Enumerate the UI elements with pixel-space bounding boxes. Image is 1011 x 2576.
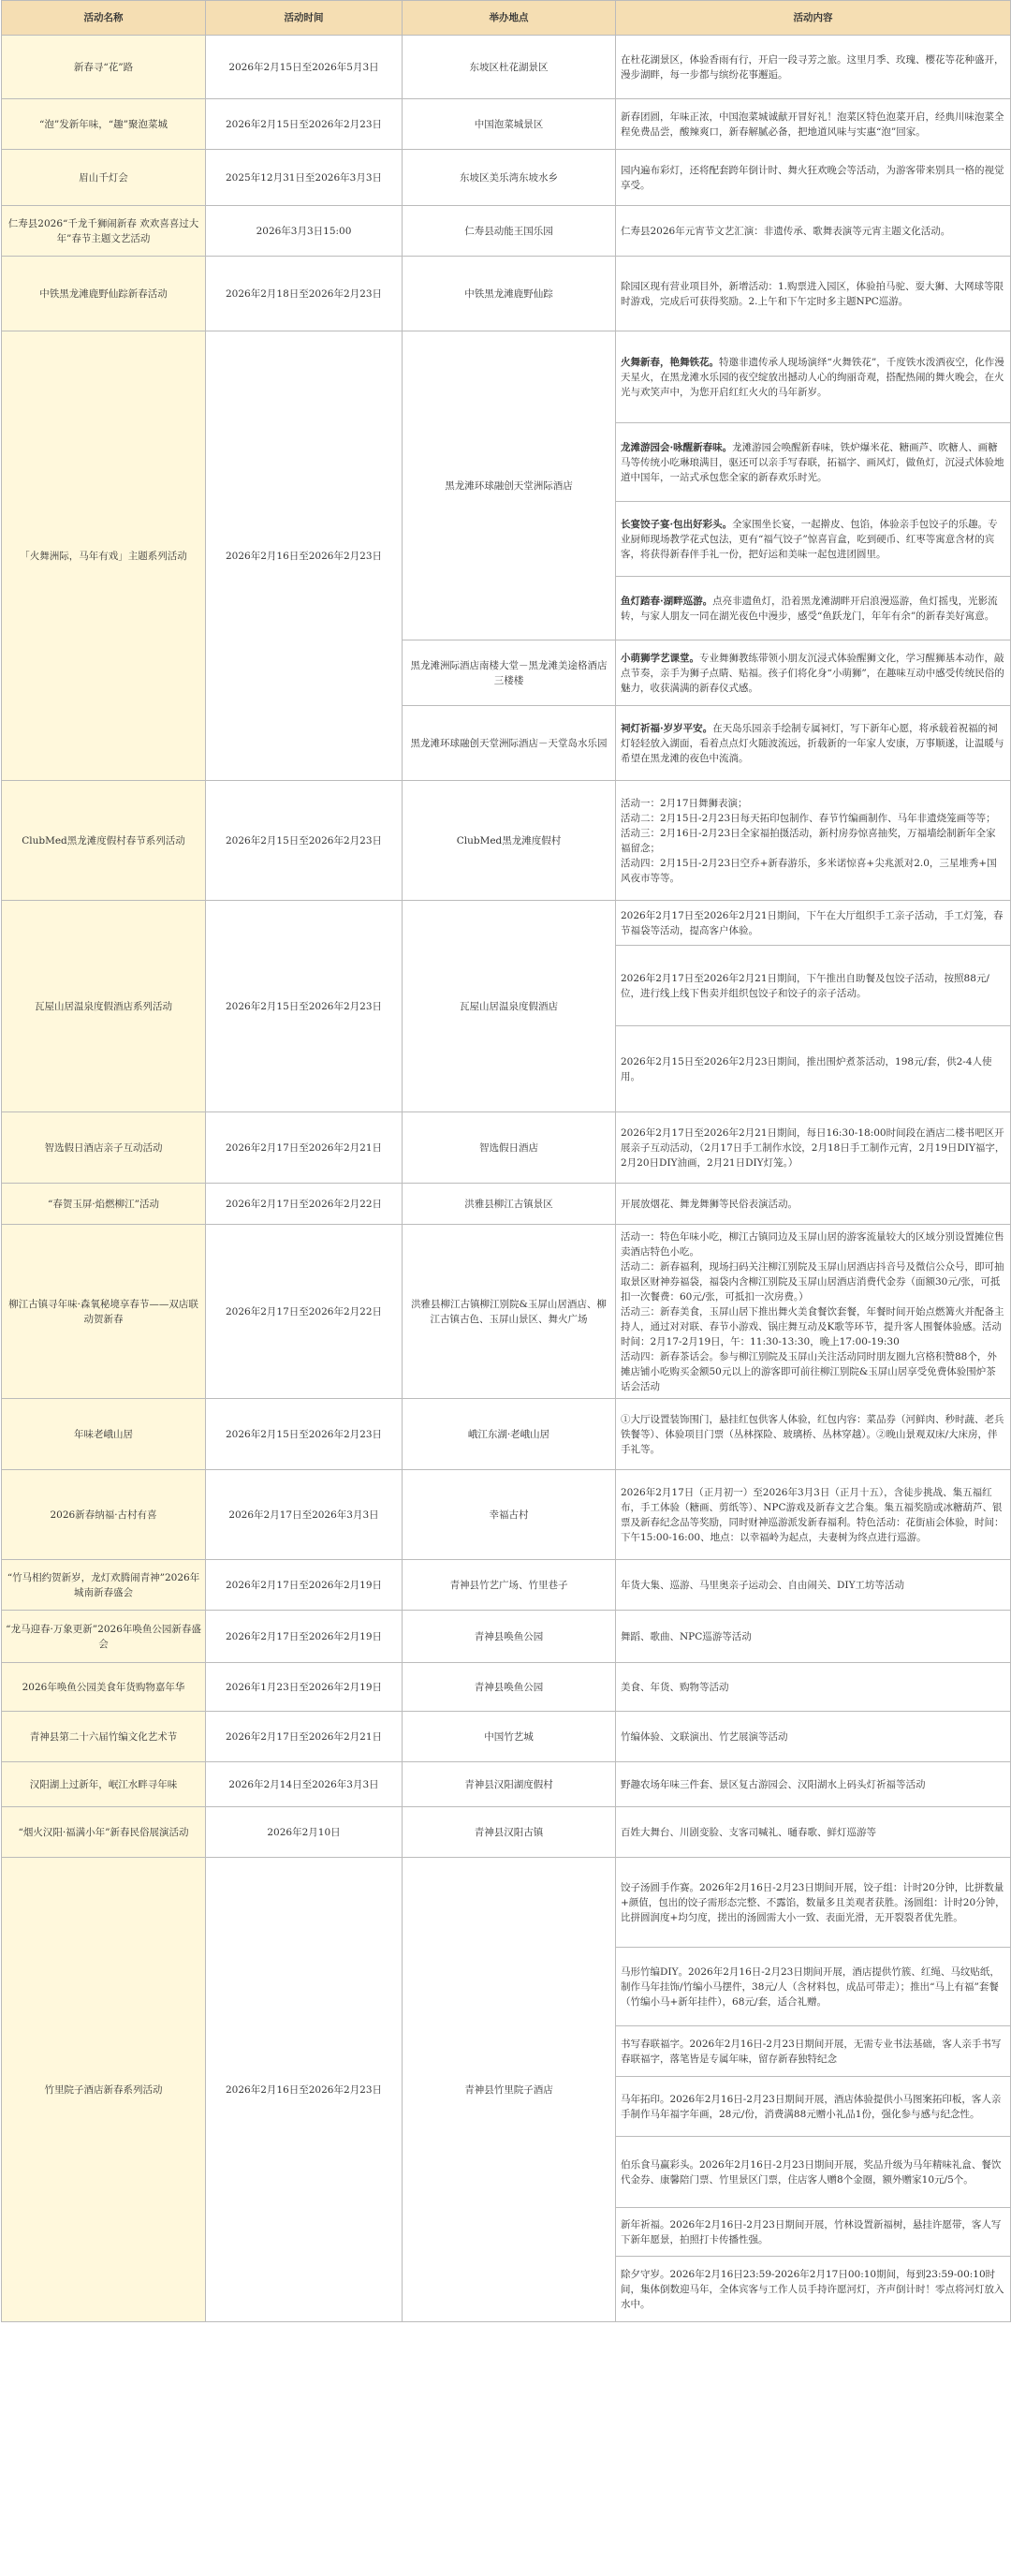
event-content: 在杜花湖景区，体验香雨有行，开启一段寻芳之旅。这里月季、玫瑰、樱花等花种盛开，漫步湖畔，每一步都与缤纷花事邂逅。 (616, 36, 1011, 99)
table-row (2, 1560, 1011, 1611)
event-time: 2026年2月15日至2026年5月3日 (206, 36, 403, 99)
event-content (616, 331, 1011, 423)
event-place: 中铁黑龙滩鹿野仙踪 (403, 257, 616, 331)
event-content: 除园区现有营业项目外，新增活动：1.购票进入园区，体验拍马驼、耍大狮、大网球等限时游戏，完成后可获得奖励。2.上午和下午定时多主题NPC巡游。 (616, 257, 1011, 331)
event-place: 瓦屋山居温泉度假酒店 (403, 901, 616, 1112)
event-place: 中国竹艺城 (403, 1712, 616, 1762)
event-content: ①大厅设置装饰围门，悬挂红包供客人体验，红包内容：菜品券（河鲜肉、秒时蔬、老兵铁餐等）、体验项目门票（丛林探险、玻璃桥、丛林穿越）。②晚山景观双床/大床房，伴手礼等。 (616, 1399, 1011, 1470)
event-name: ClubMed黑龙滩度假村春节系列活动 (2, 781, 206, 901)
event-time: 2026年2月17日至2026年2月22日 (206, 1184, 403, 1225)
event-content-title: 长宴饺子宴·包出好彩头。 (621, 518, 733, 530)
event-time: 2026年2月17日至2026年2月21日 (206, 1112, 403, 1184)
event-time: 2026年2月15日至2026年2月23日 (206, 901, 403, 1112)
table-row (2, 901, 1011, 946)
event-content: 百姓大舞台、川剧变脸、支客司喊礼、嗵春歌、鲜灯巡游等 (616, 1807, 1011, 1858)
table-row (2, 36, 1011, 99)
table-row (2, 1663, 1011, 1712)
event-place: 洪雅县柳江古镇柳江别院&玉屏山居酒店、柳江古镇古色、玉屏山景区、舞火广场 (403, 1225, 616, 1399)
table-row (2, 1807, 1011, 1858)
event-content: 开展放烟花、舞龙舞狮等民俗表演活动。 (616, 1184, 1011, 1225)
event-place: 中国泡菜城景区 (403, 99, 616, 150)
table-row (2, 1762, 1011, 1807)
event-content: 舞蹈、歌曲、NPC巡游等活动 (616, 1611, 1011, 1663)
event-content (616, 706, 1011, 781)
table-row (2, 150, 1011, 206)
event-name: 新春寻“花”路 (2, 36, 206, 99)
event-place: 青神县竹里院子酒店 (403, 1858, 616, 2322)
event-content-title: 鱼灯踏春·湖畔巡游。 (621, 595, 713, 607)
event-content-title: 小萌狮学艺课堂。 (621, 652, 699, 664)
event-time: 2025年12月31日至2026年3月3日 (206, 150, 403, 206)
table-row (2, 1112, 1011, 1184)
event-content: 活动一：特色年味小吃，柳江古镇同边及玉屏山居的游客流量较大的区域分别设置摊位售卖酒店特色小吃。 活动二：新春福利，现场扫码关注柳江别院及玉屏山居酒店抖音号及微信公众号，即可抽取景区财神券福袋，福袋内含柳江别院及玉屏山居酒店消费代金券（面额30元/张，可抵扣一次餐费：60元/张，可抵扣一次房费。） 活动三：新春美食，玉屏山居下推出舞火美食餐饮套餐，年餐时间开始点燃篝火并配备主持人，通过对对联、春节小游戏、锅庄舞互动及K歌等环节，提升客人围餐体验感。活动时间：2月17-2月19日，午：11:30-13:30，晚上17:00-19:30 活动四：新春茶话会。参与柳江别院及玉屏山关注活动同时朋友圈九宫格积赞88个，外摊店铺小吃购买金额50元以上的游客即可前往柳江别院&玉屏山居享受免费体验围炉茶话会活动 (616, 1225, 1011, 1399)
event-content-text: 龙滩游园会唤醒新春味，铁炉爆米花、糖画芦、吹糖人、画糖马等传统小吃琳琅满目，驱还可以亲手写春联，拓福字、画风灯，做鱼灯，沉浸式体验地道中国年，一站式承包您全家的新春欢乐时光。 (621, 441, 1004, 483)
events-table (1, 0, 1011, 2322)
event-content: 伯乐食马赢彩头。2026年2月16日-2月23日期间开展，奖品升级为马年精味礼盒、餐饮代金券、康馨陪门票、竹里景区门票，住店客人赠8个金圈，额外赠家10元/5个。 (616, 2137, 1011, 2208)
event-content: 美食、年货、购物等活动 (616, 1663, 1011, 1712)
table-row (2, 1399, 1011, 1470)
table-row (2, 257, 1011, 331)
event-place: 青神县汉阳湖度假村 (403, 1762, 616, 1807)
event-time: 2026年2月15日至2026年2月23日 (206, 781, 403, 901)
event-time: 2026年2月17日至2026年3月3日 (206, 1470, 403, 1560)
event-place: ClubMed黑龙滩度假村 (403, 781, 616, 901)
event-time: 2026年2月17日至2026年2月19日 (206, 1611, 403, 1663)
event-content: 2026年2月15日至2026年2月23日期间，推出围炉煮茶活动，198元/套，供2-4人使用。 (616, 1026, 1011, 1112)
event-content: 除夕守岁。2026年2月16日23:59-2026年2月17日00:10期间，每到23:59-00:10时间，集体倒数迎马年，全体宾客与工作人员手持许愿河灯，齐声倒计时！零点将河灯放入水中。 (616, 2257, 1011, 2322)
event-name: 中铁黑龙滩鹿野仙踪新春活动 (2, 257, 206, 331)
event-place: 幸福古村 (403, 1470, 616, 1560)
table-row (2, 1712, 1011, 1762)
table-row (2, 781, 1011, 901)
event-content-text: 专业舞狮教练带领小朋友沉浸式体验醒狮文化，学习醒狮基本动作，敲点节奏，亲手为狮子点睛、贴福。孩子们将化身“小萌狮”，在趣味互动中感受传统民俗的魅力，收获满满的新春仪式感。 (621, 652, 1004, 694)
event-name: 2026年唤鱼公园美食年货购物嘉年华 (2, 1663, 206, 1712)
event-time: 2026年2月15日至2026年2月23日 (206, 1399, 403, 1470)
event-time: 2026年2月10日 (206, 1807, 403, 1858)
event-content: 竹编体验、文联演出、竹艺展演等活动 (616, 1712, 1011, 1762)
event-time: 2026年2月15日至2026年2月23日 (206, 99, 403, 150)
event-name: 青神县第二十六届竹编文化艺术节 (2, 1712, 206, 1762)
table-row (2, 1611, 1011, 1663)
event-place: 东坡区美乐湾东坡水乡 (403, 150, 616, 206)
event-content: 书写春联福字。2026年2月16日-2月23日期间开展，无需专业书法基础，客人亲手书写春联福字，落笔皆是专属年味，留存新春独特纪念 (616, 2026, 1011, 2077)
event-content-title: 祠灯祈福·岁岁平安。 (621, 722, 713, 734)
event-content: 马形竹编DIY。2026年2月16日-2月23日期间开展，酒店提供竹簇、红绳、马纹贴纸，制作马年挂饰/竹编小马摆件，38元/人（含材料包，成品可带走）；推出“马上有福”套餐（竹编小马+新年挂件），68元/套，适合礼赠。 (616, 1948, 1011, 2026)
event-content (616, 502, 1011, 577)
event-content-title: 火舞新春，艳舞铁花。 (621, 356, 719, 368)
event-name: 汉阳湖上过新年，岷江水畔寻年味 (2, 1762, 206, 1807)
header-event-name: 活动名称 (2, 1, 206, 36)
event-content: 2026年2月17日至2026年2月21日期间，下午在大厅组织手工亲子活动，手工灯笼，春节福袋等活动，提高客户体验。 (616, 901, 1011, 946)
event-content-text: 全家围坐长宴，一起擀皮、包馅，体验亲手包饺子的乐趣。专业厨师现场教学花式包法，更有“福气饺子”惊喜盲盒，吃到硬币、红枣等寓意含材的宾客，将获得新春伴手礼一份，把好运和美味一起包进团圆里。 (621, 518, 998, 560)
table-row (2, 1225, 1011, 1399)
table-row (2, 1184, 1011, 1225)
event-place: 黑龙滩环球融创天堂洲际酒店－天堂岛水乐园 (403, 706, 616, 781)
event-place: 青神县唤鱼公园 (403, 1611, 616, 1663)
event-content-text: 特邀非遗传承人现场演绎“火舞铁花”，千度铁水泼洒夜空，化作漫天星火，在黑龙滩水乐园的夜空绽放出撼动人心的绚丽奇观，搭配热闹的舞火晚会，在火光与欢笑声中，为您开启红红火火的马年新岁。 (621, 356, 1004, 398)
event-content: 活动一：2月17日舞狮表演； 活动二：2月15日-2月23日每天拓印包制作、春节竹编画制作、马年非遗烧笼画等等； 活动三：2月16日-2月23日全家福拍摄活动，新村房券惊喜抽奖，万福墙绘制新年全家福留念； 活动四：2月15日-2月23日空乔+新春游乐，多米诺惊喜+尖兆派对2.0，三星堆秀+国风夜市等等。 (616, 781, 1011, 901)
event-name: 仁寿县2026“千龙千狮闹新春 欢欢喜喜过大年”春节主题文艺活动 (2, 206, 206, 257)
event-content: 园内遍布彩灯，还将配套跨年倒计时、舞火狂欢晚会等活动，为游客带来别具一格的视觉享受。 (616, 150, 1011, 206)
event-time: 2026年2月17日至2026年2月21日 (206, 1712, 403, 1762)
event-content: 饺子汤圆手作赛。2026年2月16日-2月23日期间开展，饺子组：计时20分钟，比拼数量+颜值，包出的饺子需形态完整、不露馅，数量多且美观者获胜。汤圆组：计时20分钟，比拼圆润度+均匀度，搓出的汤圆需大小一致、表面光滑，无开裂裂者优先胜。 (616, 1858, 1011, 1948)
event-time: 2026年2月17日至2026年2月19日 (206, 1560, 403, 1611)
event-place: 黑龙滩环球融创天堂洲际酒店 (403, 331, 616, 640)
event-place: 青神县唤鱼公园 (403, 1663, 616, 1712)
event-name: 柳江古镇寻年味·森氧秘境享春节——双店联动贺新春 (2, 1225, 206, 1399)
event-content: 2026年2月17日（正月初一）至2026年3月3日（正月十五），含徒步挑战、集五福红布，手工体验（糖画、剪纸等）、NPC游戏及新春文艺合集。集五福奖励或冰糖葫芦、银票及新春纪念品等奖励，同时财神巡游派发新春福利。特色活动：花街庙会体验，时间：下午15:00-16:00、地点：以幸福岭为起点，夫妻树为终点进行巡游。 (616, 1470, 1011, 1560)
event-name: 瓦屋山居温泉度假酒店系列活动 (2, 901, 206, 1112)
event-content: 2026年2月17日至2026年2月21日期间，下午推出自助餐及包饺子活动，按照88元/位，进行线上线下售卖并组织包饺子和饺子的亲子活动。 (616, 946, 1011, 1026)
event-content: 马年拓印。2026年2月16日-2月23日期间开展，酒店体验提供小马图案拓印板，客人亲手制作马年福字年画，28元/份，消费满88元赠小礼品1份，强化参与感与纪念性。 (616, 2077, 1011, 2137)
event-place: 峨江东湖·老峨山居 (403, 1399, 616, 1470)
event-content-text: 点亮非遗鱼灯，沿着黑龙滩湖畔开启浪漫巡游，鱼灯摇曳，光影流转，与家人朋友一同在湖光夜色中漫步，感受“鱼跃龙门，年年有余”的新春美好寓意。 (621, 595, 998, 622)
event-place: 青神县汉阳古镇 (403, 1807, 616, 1858)
event-time: 2026年1月23日至2026年2月19日 (206, 1663, 403, 1712)
event-name: 年味老峨山居 (2, 1399, 206, 1470)
event-time: 2026年2月17日至2026年2月22日 (206, 1225, 403, 1399)
event-name: “龙马迎春·万象更新”2026年唤鱼公园新春盛会 (2, 1611, 206, 1663)
event-content: 年货大集、巡游、马里奥亲子运动会、自由闹关、DIY工坊等活动 (616, 1560, 1011, 1611)
header-event-place: 举办地点 (403, 1, 616, 36)
event-content: 新年祈福。2026年2月16日-2月23日期间开展，竹林设置新福树，悬挂许愿带，客人写下新年愿景，拍照打卡传播性强。 (616, 2208, 1011, 2257)
header-event-content: 活动内容 (616, 1, 1011, 36)
event-time: 2026年2月16日至2026年2月23日 (206, 331, 403, 781)
table-row (2, 331, 1011, 423)
table-row (2, 1470, 1011, 1560)
event-name: “泡”发新年味，“趣”聚泡菜城 (2, 99, 206, 150)
event-place: 黑龙滩洲际酒店南楼大堂－黑龙滩美途格酒店三楼楼 (403, 640, 616, 706)
event-place: 洪雅县柳江古镇景区 (403, 1184, 616, 1225)
event-name: “烟火汉阳·福满小年”新春民俗展演活动 (2, 1807, 206, 1858)
event-place: 仁寿县动能王国乐园 (403, 206, 616, 257)
event-content: 新春团圆，年味正浓，中国泡菜城诚献开冒好礼！泡菜区特色泡菜开启，经典川味泡菜全程免费品尝，酸辣爽口，新春解腻必备，把地道风味与实惠“泡”回家。 (616, 99, 1011, 150)
event-time: 2026年2月18日至2026年2月23日 (206, 257, 403, 331)
event-time: 2026年2月16日至2026年2月23日 (206, 1858, 403, 2322)
event-time: 2026年2月14日至2026年3月3日 (206, 1762, 403, 1807)
event-name: 「火舞洲际，马年有戏」主题系列活动 (2, 331, 206, 781)
event-content: 野趣农场年味三件套、景区复古游园会、汉阳湖水上码头灯祈福等活动 (616, 1762, 1011, 1807)
event-content-text: 在天岛乐园亲手绘制专属祠灯，写下新年心愿，将承载着祝福的祠灯轻轻放入湖面，看着点点灯火随波流远，折载新的一年家人安康，万事顺遂，让温暖与希望在黑龙滩的夜色中流淌。 (621, 722, 1004, 764)
event-name: “竹马相约贺新岁，龙灯欢腾闹青神”2026年城南新春盛会 (2, 1560, 206, 1611)
table-row (2, 206, 1011, 257)
header-row (2, 1, 1011, 36)
table-row (2, 99, 1011, 150)
event-time: 2026年3月3日15:00 (206, 206, 403, 257)
event-place: 青神县竹艺广场、竹里巷子 (403, 1560, 616, 1611)
event-content (616, 577, 1011, 640)
event-content: 仁寿县2026年元宵节文艺汇演：非遗传承、歌舞表演等元宵主题文化活动。 (616, 206, 1011, 257)
event-place: 智选假日酒店 (403, 1112, 616, 1184)
event-name: “春贺玉屏·焰燃柳江”活动 (2, 1184, 206, 1225)
event-name: 2026新春纳福·古村有喜 (2, 1470, 206, 1560)
header-event-time: 活动时间 (206, 1, 403, 36)
table-row (2, 1858, 1011, 1948)
event-name: 竹里院子酒店新春系列活动 (2, 1858, 206, 2322)
event-place: 东坡区杜花湖景区 (403, 36, 616, 99)
event-content: 2026年2月17日至2026年2月21日期间，每日16:30-18:00时间段在酒店二楼书吧区开展亲子互动活动，（2月17日手工制作水饺，2月18日手工制作元宵，2月19日DIY福字，2月20日DIY油画，2月21日DIY灯笼。） (616, 1112, 1011, 1184)
event-content-title: 龙滩游园会·咏醒新春味。 (621, 441, 733, 453)
event-name: 眉山千灯会 (2, 150, 206, 206)
event-content (616, 423, 1011, 502)
event-name: 智选假日酒店亲子互动活动 (2, 1112, 206, 1184)
event-content (616, 640, 1011, 706)
